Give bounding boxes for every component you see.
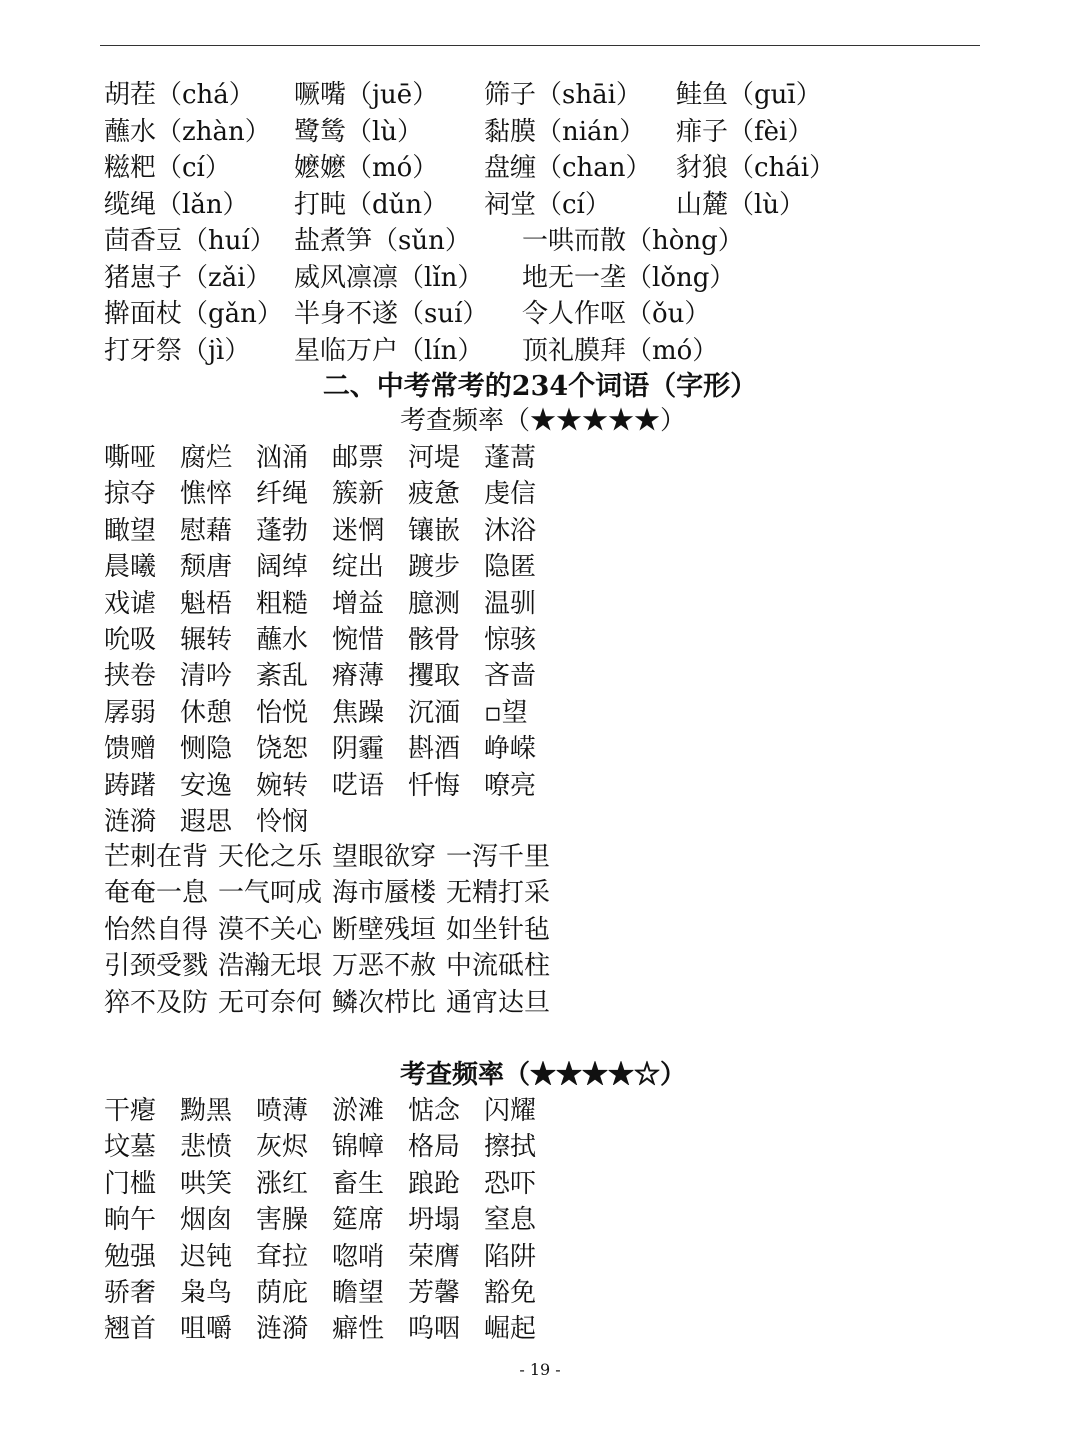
idiom-entry: 如坐针毡 [446, 914, 551, 945]
pinyin-entry: 茴香豆（huí） [104, 226, 276, 256]
pinyin-entry: 鹭鸶（lù） [294, 116, 424, 147]
idiom-entry: 引颈受戮 [104, 951, 209, 982]
word-entry: 荣膺 [408, 1241, 461, 1272]
header-rule [100, 45, 980, 46]
pinyin-entry: 打盹（dǔn） [294, 189, 449, 220]
word-entry: 灰烬 [256, 1132, 309, 1163]
word-entry: 擦拭 [484, 1132, 537, 1163]
word-entry: 饶恕 [256, 734, 309, 765]
word-entry: 憔悴 [180, 479, 233, 510]
word-entry: 馈赠 [104, 734, 157, 765]
idiom-entry: 芒刺在背 [104, 842, 209, 872]
idiom-entry: 一气呵成 [218, 878, 323, 909]
word-entry: 虔信 [484, 479, 537, 510]
word-entry: 镶嵌 [408, 515, 461, 546]
word-entry: 掠夺 [104, 479, 157, 510]
word-entry: 休憩 [180, 697, 233, 728]
word-entry: 紊乱 [256, 661, 309, 692]
word-entry: 涟漪 [256, 1314, 309, 1345]
pinyin-entry: 威风凛凛（lǐn） [294, 262, 484, 293]
word-entry: 干瘪 [104, 1096, 157, 1126]
word-entry: 河堤 [408, 443, 461, 473]
word-entry: 荫庇 [256, 1278, 309, 1308]
word-entry: 畜生 [332, 1168, 385, 1199]
pinyin-entry: 胡茬（chá） [104, 80, 255, 110]
idiom-entry: 中流砥柱 [446, 951, 551, 982]
word-entry: 孱弱 [104, 697, 157, 728]
word-entry: 恐吓 [484, 1168, 537, 1199]
pinyin-entry: 一哄而散（hòng） [522, 226, 744, 256]
pinyin-entry: 痱子（fèi） [676, 116, 814, 147]
word-entry: 绽出 [332, 552, 385, 583]
pinyin-entry: 打牙祭（jì） [104, 335, 251, 366]
word-entry: 婉转 [256, 770, 309, 801]
word-entry: 淤滩 [332, 1096, 385, 1126]
word-entry: 簇新 [332, 479, 385, 510]
word-entry: 怜悯 [256, 807, 309, 837]
word-entry: 闪耀 [484, 1096, 537, 1126]
word-entry: 蘸水 [256, 625, 309, 655]
idiom-entry: 天伦之乐 [218, 842, 323, 872]
word-entry: 瘠薄 [332, 661, 385, 692]
word-entry: 焦躁 [332, 697, 385, 728]
pinyin-entry: 地无一垄（lǒng） [522, 262, 736, 293]
pinyin-entry: 豺狼（chái） [676, 153, 836, 183]
word-entry: 阔绰 [256, 552, 309, 583]
frequency-5-star-heading: 考查频率（★★★★★） [400, 406, 687, 436]
word-entry: 瞻望 [332, 1278, 385, 1308]
word-entry: 翘首 [104, 1314, 157, 1345]
word-entry: 癖性 [332, 1314, 385, 1345]
word-entry: 晌午 [104, 1205, 157, 1236]
idiom-entry: 奄奄一息 [104, 878, 209, 909]
word-entry: 害臊 [256, 1205, 309, 1236]
word-entry: 安逸 [180, 770, 233, 801]
word-entry: 耷拉 [256, 1241, 309, 1272]
word-entry: 坟墓 [104, 1132, 157, 1163]
word-entry: 枭鸟 [180, 1278, 233, 1308]
pinyin-entry: 盐煮笋（sǔn） [294, 226, 471, 256]
word-entry: 惊骇 [484, 625, 537, 655]
word-entry: 峥嵘 [484, 734, 537, 765]
word-entry: 踉跄 [408, 1168, 461, 1199]
pinyin-entry: 蘸水（zhàn） [104, 116, 271, 147]
idiom-entry: 无精打采 [446, 878, 551, 909]
word-entry: 遐思 [180, 807, 233, 837]
word-entry: 沐浴 [484, 515, 537, 546]
word-entry: 呜咽 [408, 1314, 461, 1345]
word-entry: 呓语 [332, 770, 385, 801]
word-entry: 惋惜 [332, 625, 385, 655]
word-entry: 清吟 [180, 661, 233, 692]
word-entry: 忏悔 [408, 770, 461, 801]
word-entry: 迟钝 [180, 1241, 233, 1272]
pinyin-entry: 猪崽子（zǎi） [104, 262, 272, 293]
idiom-entry: 断壁残垣 [332, 914, 437, 945]
word-entry: 咀嚼 [180, 1314, 233, 1345]
frequency-4-star-heading: 考查频率（★★★★☆） [400, 1060, 687, 1090]
pinyin-entry: 山麓（lù） [676, 189, 806, 220]
word-entry: 涨红 [256, 1168, 309, 1199]
word-entry: 烟囱 [180, 1205, 233, 1236]
word-entry: 怡悦 [256, 697, 309, 728]
word-entry: 腐烂 [180, 443, 233, 473]
word-entry: 邮票 [332, 443, 385, 473]
idiom-entry: 望眼欲穿 [332, 842, 437, 872]
word-entry: 喷薄 [256, 1096, 309, 1126]
word-entry: 豁免 [484, 1278, 537, 1308]
word-entry: 汹涌 [256, 443, 309, 473]
word-entry: 疲惫 [408, 479, 461, 510]
word-entry: 纤绳 [256, 479, 309, 510]
pinyin-entry: 鲑鱼（guī） [676, 80, 822, 110]
idiom-entry: 万恶不赦 [332, 951, 437, 982]
idiom-entry: 怡然自得 [104, 914, 209, 945]
page-number: - 19 - [519, 1360, 561, 1379]
pinyin-entry: 半身不遂（suí） [294, 299, 489, 329]
word-entry: 恻隐 [180, 734, 233, 765]
word-entry: 黝黑 [180, 1096, 233, 1126]
idiom-entry: 无可奈何 [218, 987, 323, 1018]
word-entry: ▫望 [484, 697, 528, 728]
pinyin-entry: 嬷嬷（mó） [294, 153, 439, 183]
word-entry: 瞰望 [104, 515, 157, 546]
word-entry: 吮吸 [104, 625, 157, 655]
word-entry: 崛起 [484, 1314, 537, 1345]
word-entry: 踱步 [408, 552, 461, 583]
word-entry: 迷惘 [332, 515, 385, 546]
word-entry: 坍塌 [408, 1205, 461, 1236]
idiom-entry: 一泻千里 [446, 842, 551, 872]
pinyin-entry: 缆绳（lǎn） [104, 189, 249, 220]
word-entry: 骄奢 [104, 1278, 157, 1308]
pinyin-entry: 祠堂（cí） [484, 189, 611, 220]
word-entry: 窒息 [484, 1205, 537, 1236]
word-entry: 慰藉 [180, 515, 233, 546]
word-entry: 惦念 [408, 1096, 461, 1126]
idiom-entry: 海市蜃楼 [332, 878, 437, 909]
word-entry: 锦幛 [332, 1132, 385, 1163]
pinyin-entry: 黏膜（nián） [484, 116, 646, 147]
pinyin-entry: 顶礼膜拜（mó） [522, 335, 719, 366]
word-entry: 嘶哑 [104, 443, 157, 473]
idiom-entry: 猝不及防 [104, 987, 209, 1018]
word-entry: 门槛 [104, 1168, 157, 1199]
pinyin-entry: 筛子（shāi） [484, 80, 642, 110]
pinyin-entry: 噘嘴（juē） [294, 80, 439, 110]
word-entry: 格局 [408, 1132, 461, 1163]
word-entry: 涟漪 [104, 807, 157, 837]
word-entry: 沉湎 [408, 697, 461, 728]
word-entry: 温驯 [484, 588, 537, 619]
word-entry: 勉强 [104, 1241, 157, 1272]
word-entry: 骸骨 [408, 625, 461, 655]
word-entry: 踌躇 [104, 770, 157, 801]
word-entry: 增益 [332, 588, 385, 619]
pinyin-entry: 盘缠（chan） [484, 153, 652, 183]
word-entry: 芳馨 [408, 1278, 461, 1308]
idiom-entry: 鳞次栉比 [332, 987, 437, 1018]
word-entry: 辗转 [180, 625, 233, 655]
word-entry: 隐匿 [484, 552, 537, 583]
word-entry: 唿哨 [332, 1241, 385, 1272]
word-entry: 魁梧 [180, 588, 233, 619]
word-entry: 阴霾 [332, 734, 385, 765]
word-entry: 晨曦 [104, 552, 157, 583]
pinyin-entry: 擀面杖（gǎn） [104, 299, 283, 329]
word-entry: 粗糙 [256, 588, 309, 619]
word-entry: 臆测 [408, 588, 461, 619]
pinyin-entry: 糍粑（cí） [104, 153, 231, 183]
word-entry: 蓬蒿 [484, 443, 537, 473]
word-entry: 哄笑 [180, 1168, 233, 1199]
word-entry: 陷阱 [484, 1241, 537, 1272]
word-entry: 斟酒 [408, 734, 461, 765]
idiom-entry: 漠不关心 [218, 914, 323, 945]
idiom-entry: 浩瀚无垠 [218, 951, 323, 982]
word-entry: 蓬勃 [256, 515, 309, 546]
word-entry: 攫取 [408, 661, 461, 692]
word-entry: 挟卷 [104, 661, 157, 692]
pinyin-entry: 星临万户（lín） [294, 335, 484, 366]
idiom-entry: 通宵达旦 [446, 987, 551, 1018]
word-entry: 颓唐 [180, 552, 233, 583]
pinyin-entry: 令人作呕（ǒu） [522, 299, 711, 329]
word-entry: 吝啬 [484, 661, 537, 692]
section-title: 二、中考常考的234个词语（字形） [322, 371, 758, 402]
word-entry: 戏谑 [104, 588, 157, 619]
word-entry: 嘹亮 [484, 770, 537, 801]
word-entry: 悲愤 [180, 1132, 233, 1163]
word-entry: 筵席 [332, 1205, 385, 1236]
